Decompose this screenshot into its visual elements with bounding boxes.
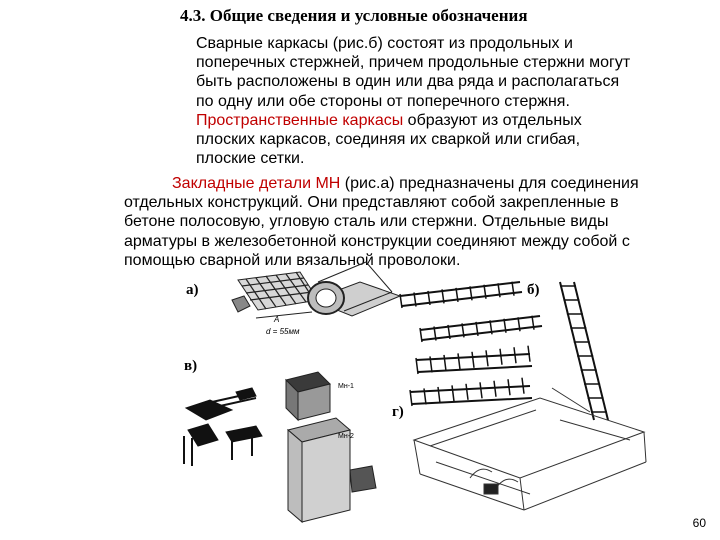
welded-mesh-drawing <box>232 272 318 336</box>
section-heading: 4.3. Общие сведения и условные обозначения <box>180 6 528 25</box>
para1-line-4: по одну или обе стороны от поперечного стержня. <box>196 92 570 110</box>
frame-crossbar <box>522 378 524 394</box>
para1-line-2: поперечных стержней, причем продольные стержни могут <box>196 54 631 72</box>
dim-d-label: d = 55мм <box>266 327 300 336</box>
highlight-spatial-frames: Пространственные каркасы <box>196 111 404 129</box>
frame-crossbar <box>480 382 482 398</box>
frame-crossbar <box>466 384 468 400</box>
para1-line-1: Сварные каркасы (рис.б) состоят из продольных и <box>196 35 573 52</box>
figure-label-b: б) <box>527 282 540 298</box>
precast-slab-drawing <box>414 388 646 510</box>
frame-crossbar <box>452 385 454 401</box>
figure-label-v: в) <box>184 358 198 374</box>
frame-crossbar <box>528 346 530 362</box>
frame-crossbar <box>458 353 460 369</box>
frame-crossbar <box>486 350 488 366</box>
figure-label-g: г) <box>392 404 404 420</box>
frame-crossbar <box>438 387 440 403</box>
mark-mn1-label: Мн-1 <box>338 383 354 390</box>
embedded-part-1 <box>186 388 256 420</box>
mark-mn2-label: Мн-2 <box>338 433 354 440</box>
frame-crossbar <box>508 379 510 395</box>
highlight-embedded-parts: Закладные детали МН <box>172 175 341 192</box>
embedded-part-2 <box>184 424 262 466</box>
para1-line-5-rest: образуют из отдельных <box>407 111 582 129</box>
frame-crossbar <box>514 347 516 363</box>
concrete-block-drawing <box>286 372 376 522</box>
para1-line-7: плоские сетки. <box>196 150 305 168</box>
frame-crossbar <box>500 349 502 365</box>
figure-label-a: а) <box>186 282 199 298</box>
frame-crossbar <box>494 381 496 397</box>
para1-line-3: быть расположены в один или два ряда и располагаться <box>196 73 620 91</box>
mesh-roll-drawing <box>308 262 400 316</box>
planar-frames-drawing <box>400 282 542 404</box>
ladder-frame-drawing <box>560 282 608 420</box>
frame-crossbar <box>444 355 446 371</box>
frame-crossbar <box>472 352 474 368</box>
para1-line-6: плоских каркасов, соединяя их сваркой или сгибая, <box>196 131 581 149</box>
para2-text: (рис.а) предназначены для соединения отдельных конструкций. Они представляют собой закрепленные в бетоне полосовую, угловую сталь или стержни. Отдельные виды арматуры в железобетонной конструкции соединяют между собой с помощью сварной или вязальной проволоки. <box>124 175 639 269</box>
page-number: 60 <box>692 516 706 530</box>
dim-a-label: A <box>274 315 280 324</box>
